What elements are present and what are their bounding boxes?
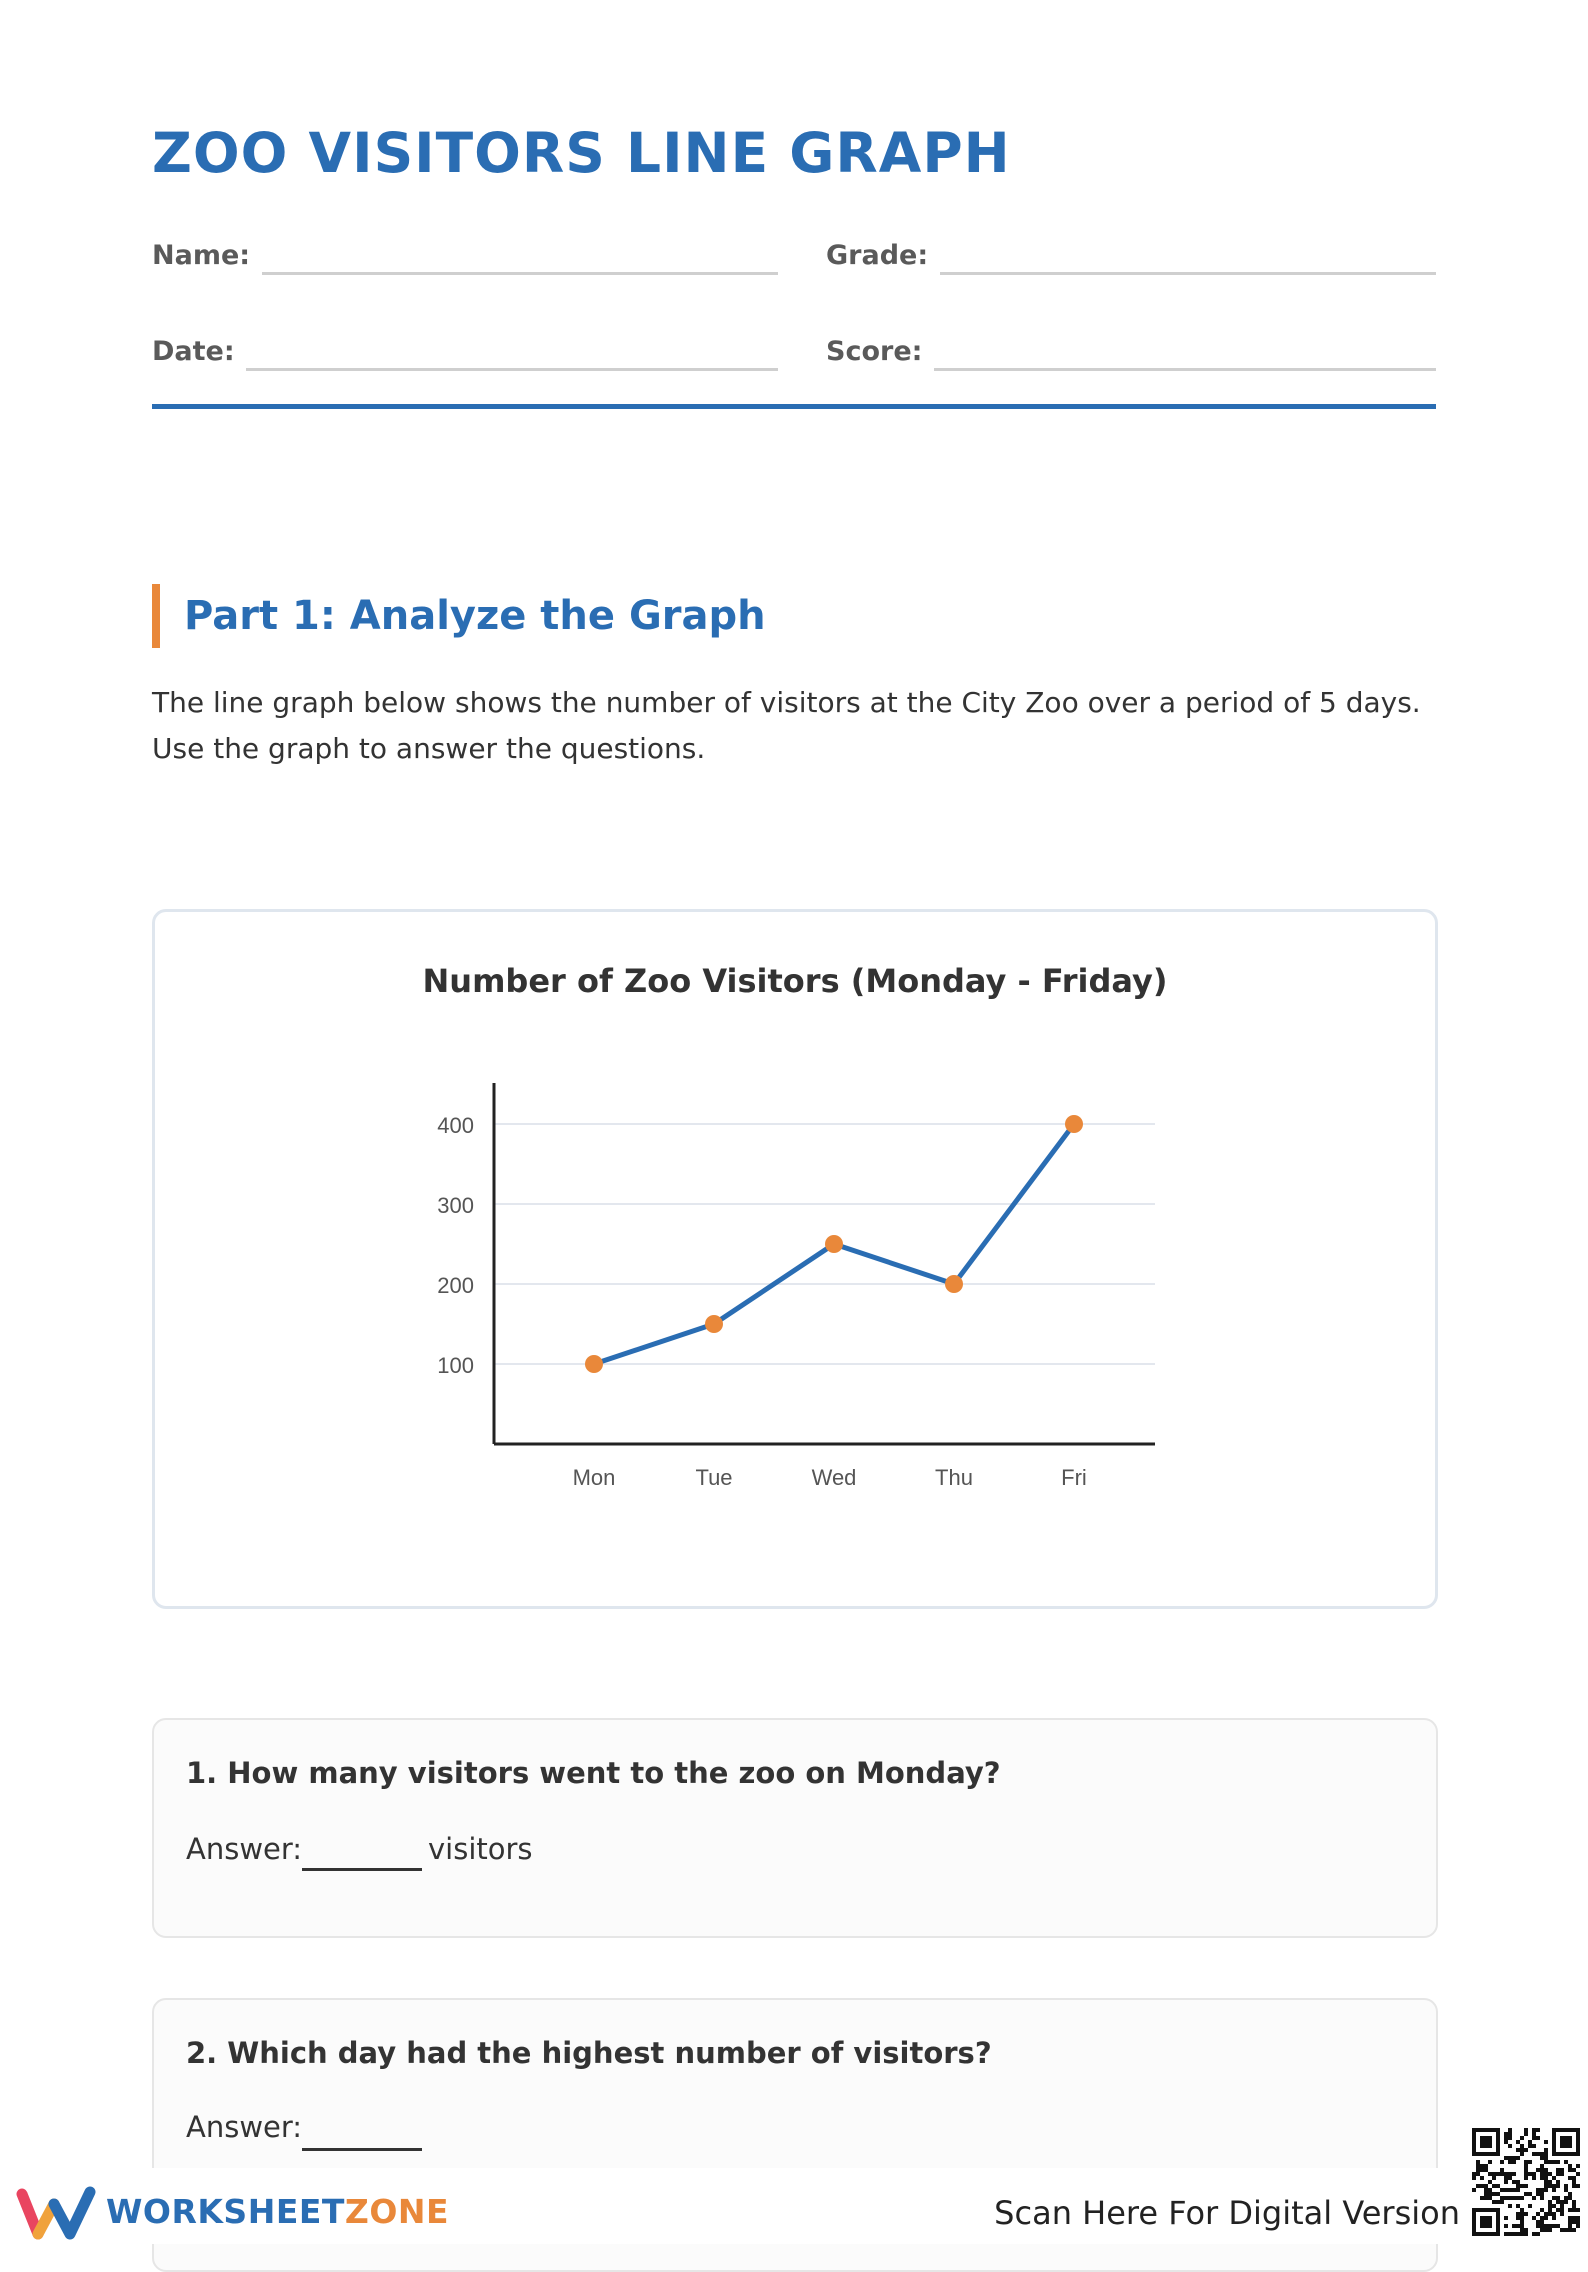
intro-line-1: The line graph below shows the number of visitors at the City Zoo over a period of 5 days. (152, 686, 1421, 719)
brand-name (106, 2192, 449, 2231)
date-label: Date: (152, 336, 235, 367)
section-heading: Part 1: Analyze the Graph (184, 593, 766, 639)
scan-note: Scan Here For Digital Version (994, 2194, 1460, 2232)
qr-code-icon[interactable] (1472, 2128, 1580, 2236)
y-tick-label: 100 (437, 1353, 474, 1378)
worksheetzone-logo-icon (16, 2184, 96, 2240)
score-label: Score: (826, 336, 923, 367)
question-1-text: 1. How many visitors went to the zoo on Monday? (186, 1756, 1001, 1790)
intro-line-2: Use the graph to answer the questions. (152, 732, 706, 765)
x-tick-label: Tue (695, 1465, 733, 1490)
question-1-answer-unit: visitors (428, 1832, 533, 1866)
brand-name-part-1: WORKSHEET (106, 2192, 345, 2231)
y-tick-label: 400 (437, 1113, 474, 1138)
question-2-answer-label: Answer: (186, 2110, 303, 2144)
data-point-thu (945, 1275, 963, 1293)
x-tick-label: Fri (1061, 1465, 1087, 1490)
y-tick-label: 200 (437, 1273, 474, 1298)
question-2-text: 2. Which day had the highest number of visitors? (186, 2036, 992, 2070)
x-tick-label: Wed (811, 1465, 857, 1490)
y-tick-label: 300 (437, 1193, 474, 1218)
grade-label: Grade: (826, 240, 929, 271)
data-point-fri (1065, 1115, 1083, 1133)
page-title: ZOO VISITORS LINE GRAPH (152, 121, 1011, 185)
name-label: Name: (152, 240, 251, 271)
question-2-answer-field[interactable] (302, 2148, 422, 2151)
chart-title: Number of Zoo Visitors (Monday - Friday) (422, 962, 1168, 1000)
data-point-wed (825, 1235, 843, 1253)
data-point-mon (585, 1355, 603, 1373)
brand-name-part-2: ZONE (344, 2192, 450, 2231)
question-card-1 (152, 1718, 1438, 1938)
data-point-tue (705, 1315, 723, 1333)
question-1-answer-field[interactable] (302, 1868, 422, 1871)
x-tick-label: Thu (935, 1465, 973, 1490)
question-1-answer-label: Answer: (186, 1832, 303, 1866)
x-tick-label: Mon (572, 1465, 616, 1490)
